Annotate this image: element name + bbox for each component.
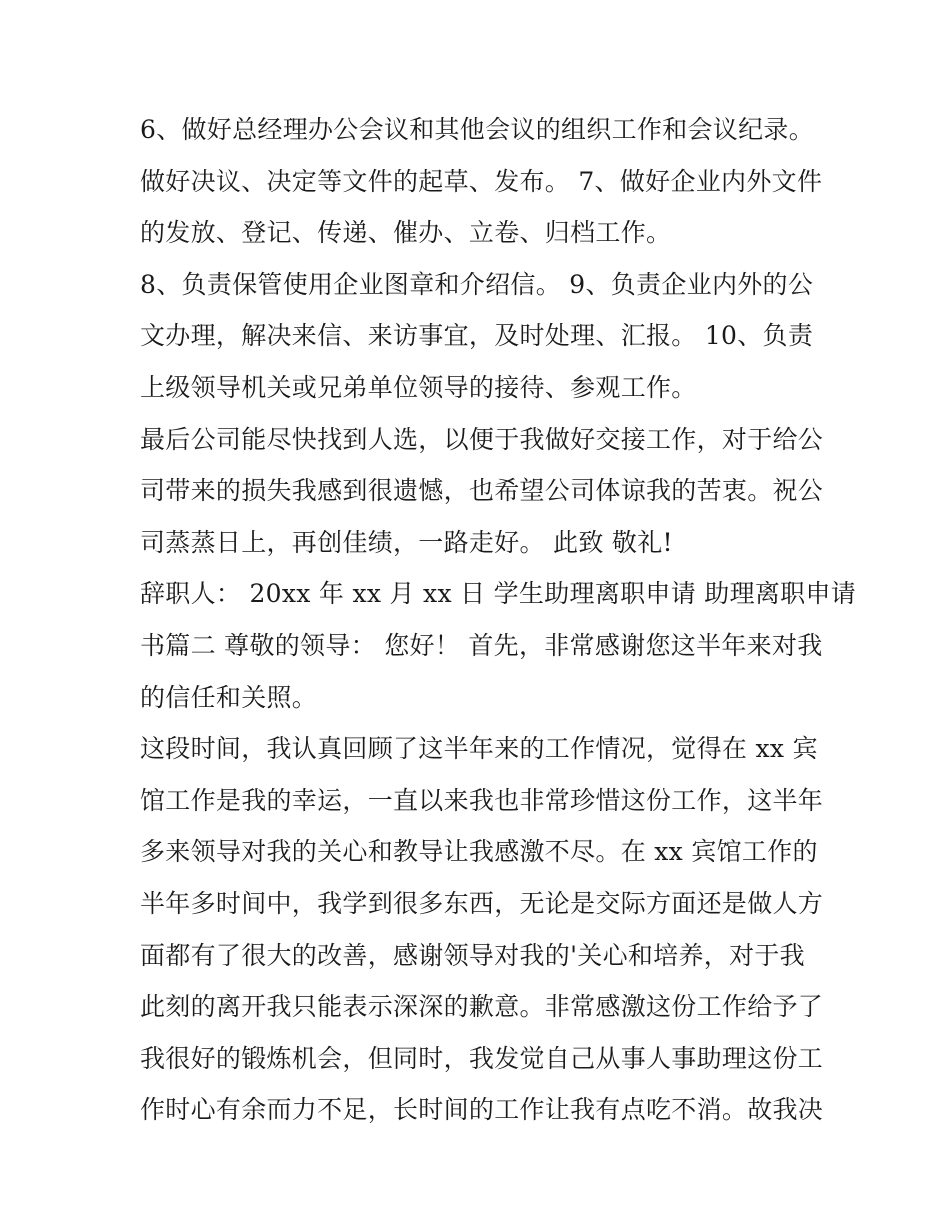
text-line: 书篇二 尊敬的领导： 您好！ 首先，非常感谢您这半年来对我 bbox=[140, 630, 823, 660]
text-line: 作时心有余而力不足，长时间的工作让我有点吃不消。故我决 bbox=[140, 1095, 824, 1125]
text-line: 6、做好总经理办公会议和其他会议的组织工作和会议纪录。 bbox=[140, 115, 815, 144]
text-line: 司蒸蒸日上，再创佳绩，一路走好。 此致 敬礼! bbox=[140, 527, 673, 557]
paragraph-closing bbox=[140, 414, 824, 569]
paragraph-duties-6-7 bbox=[140, 104, 823, 259]
paragraph-signature-and-second-letter bbox=[140, 568, 857, 723]
text-line: 我很好的锻炼机会，但同时，我发觉自己从事人事助理这份工 bbox=[140, 1043, 824, 1073]
text-line: 上级领导机关或兄弟单位领导的接待、参观工作。 bbox=[140, 372, 697, 402]
text-line: 半年多时间中，我学到很多东西，无论是交际方面还是做人方 bbox=[140, 888, 824, 918]
text-line: 的信任和关照。 bbox=[140, 682, 318, 712]
text-line: 的发放、登记、传递、催办、立卷、归档工作。 bbox=[140, 218, 672, 248]
text-line: 这段时间，我认真回顾了这半年来的工作情况，觉得在 xx 宾 bbox=[140, 734, 818, 764]
paragraph-duties-8-10 bbox=[140, 259, 820, 414]
text-line: 做好决议、决定等文件的起草、发布。 7、做好企业内外文件 bbox=[140, 166, 823, 196]
text-line: 面都有了很大的改善，感谢领导对我的'关心和培养，对于我 bbox=[140, 940, 805, 970]
paragraph-reflection bbox=[140, 723, 824, 1136]
text-line: 此刻的离开我只能表示深深的歉意。非常感激这份工作给予了 bbox=[140, 992, 824, 1022]
text-line: 馆工作是我的幸运，一直以来我也非常珍惜这份工作，这半年 bbox=[140, 785, 824, 815]
document-body bbox=[140, 104, 857, 1136]
text-line: 文办理，解决来信、来访事宜，及时处理、汇报。 10、负责 bbox=[140, 321, 814, 351]
text-line: 8、负责保管使用企业图章和介绍信。 9、负责企业内外的公 bbox=[140, 269, 814, 299]
text-line: 最后公司能尽快找到人选，以便于我做好交接工作，对于给公 bbox=[140, 424, 824, 454]
text-line: 多来领导对我的关心和教导让我感激不尽。在 xx 宾馆工作的 bbox=[140, 837, 818, 867]
text-line: 辞职人： 20xx 年 xx 月 xx 日 学生助理离职申请 助理离职申请 bbox=[140, 579, 857, 609]
text-line: 司带来的损失我感到很遗憾，也希望公司体谅我的苦衷。祝公 bbox=[140, 476, 824, 506]
